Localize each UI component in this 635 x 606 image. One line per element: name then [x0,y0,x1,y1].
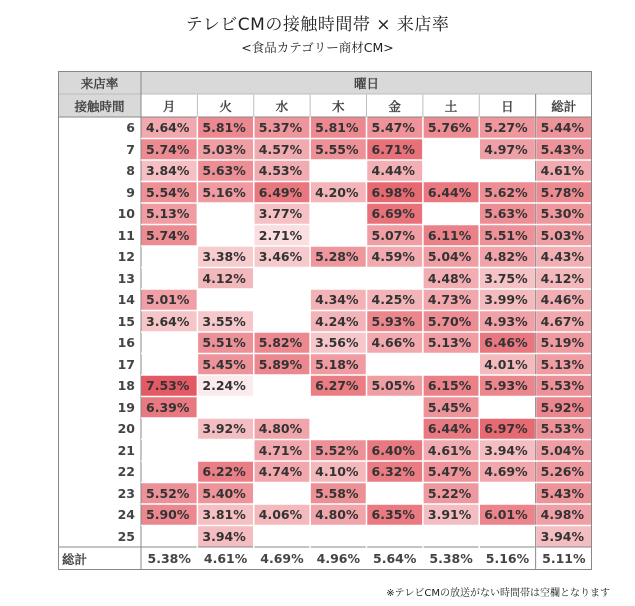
heatmap-cell [479,483,535,505]
heatmap-cell: 5.62% [479,182,535,204]
heatmap-cell [423,526,479,548]
heatmap-cell: 6.97% [479,418,535,440]
heatmap-cell [367,268,423,290]
heatmap-cell: 4.20% [310,182,366,204]
heatmap-cell [367,397,423,419]
heatmap-cell: 5.63% [479,203,535,225]
corner-top-label: 来店率 [58,71,141,94]
heatmap-cell: 6.71% [367,139,423,161]
heatmap-cell: 5.93% [367,311,423,333]
row-label: 10 [117,206,135,222]
heatmap-cell: 3.55% [197,311,253,333]
heatmap-cell: 5.51% [479,225,535,247]
heatmap-cell: 5.37% [254,117,310,139]
heatmap-cell: 5.03% [536,225,592,247]
heatmap-cell: 4.98% [536,504,592,526]
heatmap-cell [423,203,479,225]
heatmap-cell: 4.61% [423,440,479,462]
heatmap-cell [310,160,366,182]
heatmap-cell: 4.34% [310,289,366,311]
heatmap-cell [197,203,253,225]
row-label: 11 [117,227,135,243]
heatmap-cell: 2.24% [197,375,253,397]
heatmap-cell [423,354,479,376]
heatmap-cell: 5.74% [141,139,197,161]
heatmap-cell [141,268,197,290]
heatmap-cell: 6.01% [479,504,535,526]
total-cell: 5.11% [536,547,592,570]
heatmap-cell: 4.57% [254,139,310,161]
heatmap-cell: 4.66% [367,332,423,354]
total-row-label: 総計 [62,551,88,567]
heatmap-cell: 5.54% [141,182,197,204]
heatmap-cell [310,225,366,247]
heatmap-cell: 6.27% [310,375,366,397]
heatmap-cell: 5.26% [536,461,592,483]
column-header: 木 [310,94,366,117]
heatmap-cell: 4.97% [479,139,535,161]
heatmap-cell: 3.38% [197,246,253,268]
heatmap-cell [254,289,310,311]
heatmap-cell [254,483,310,505]
chart-subtitle: <食品カテゴリー商材CM> [241,40,394,55]
heatmap-cell: 4.82% [479,246,535,268]
row-label: 8 [126,163,135,179]
heatmap-cell [197,440,253,462]
heatmap-cell: 5.01% [141,289,197,311]
heatmap-cell: 5.04% [536,440,592,462]
row-label: 6 [126,120,135,136]
heatmap-cell: 5.40% [197,483,253,505]
total-cell: 5.64% [367,547,423,570]
heatmap-cell: 6.39% [141,397,197,419]
heatmap-cell [141,440,197,462]
row-label: 17 [117,356,135,372]
column-header: 総計 [536,94,592,117]
heatmap-cell: 5.04% [423,246,479,268]
heatmap-cell: 3.92% [197,418,253,440]
row-label: 9 [126,184,135,200]
heatmap-cell [254,526,310,548]
heatmap-cell [254,397,310,419]
heatmap-cell: 5.82% [254,332,310,354]
total-cell: 5.16% [479,547,535,570]
column-header: 水 [254,94,310,117]
total-cell: 4.61% [197,547,253,570]
heatmap-cell: 5.13% [423,332,479,354]
heatmap-cell: 3.84% [141,160,197,182]
heatmap-cell [141,461,197,483]
heatmap-cell: 4.12% [536,268,592,290]
heatmap-cell: 4.80% [254,418,310,440]
heatmap-cell: 5.30% [536,203,592,225]
heatmap-cell [141,332,197,354]
heatmap-cell: 6.44% [423,182,479,204]
heatmap-cell: 4.59% [367,246,423,268]
heatmap-cell [479,160,535,182]
heatmap-cell: 4.48% [423,268,479,290]
heatmap-cell [310,418,366,440]
total-cell: 4.69% [254,547,310,570]
heatmap-cell: 6.98% [367,182,423,204]
heatmap-cell [310,397,366,419]
heatmap-cell: 5.43% [536,483,592,505]
heatmap-cell: 3.91% [423,504,479,526]
heatmap-cell: 5.52% [141,483,197,505]
heatmap-cell [197,289,253,311]
column-header: 金 [367,94,423,117]
heatmap-cell: 4.01% [479,354,535,376]
heatmap-cell: 5.55% [310,139,366,161]
row-label: 22 [117,464,135,480]
heatmap-cell: 4.67% [536,311,592,333]
column-group-header: 曜日 [141,71,592,94]
row-label: 7 [126,141,135,157]
heatmap-cell: 5.43% [536,139,592,161]
heatmap-cell: 5.63% [197,160,253,182]
row-label: 16 [117,335,135,351]
heatmap-cell: 5.74% [141,225,197,247]
heatmap-cell: 5.47% [423,461,479,483]
heatmap-cell [141,354,197,376]
row-label: 14 [117,292,135,308]
heatmap-cell: 5.27% [479,117,535,139]
heatmap-cell: 4.61% [536,160,592,182]
heatmap-cell: 5.44% [536,117,592,139]
heatmap-cell [479,526,535,548]
heatmap-cell: 5.13% [536,354,592,376]
heatmap-cell: 5.81% [197,117,253,139]
heatmap-cell: 4.24% [310,311,366,333]
heatmap-cell: 3.94% [479,440,535,462]
heatmap-cell: 4.64% [141,117,197,139]
heatmap-cell: 3.56% [310,332,366,354]
corner-bottom-label: 接触時間 [58,94,141,117]
heatmap-cell: 6.46% [479,332,535,354]
heatmap-cell [254,311,310,333]
heatmap-cell: 6.49% [254,182,310,204]
heatmap-cell: 3.46% [254,246,310,268]
row-label: 24 [117,507,135,523]
heatmap-cell: 5.28% [310,246,366,268]
heatmap-cell: 5.45% [197,354,253,376]
heatmap-cell: 3.81% [197,504,253,526]
heatmap-cell: 5.52% [310,440,366,462]
heatmap-cell: 3.75% [479,268,535,290]
heatmap-cell [310,203,366,225]
heatmap-cell: 3.77% [254,203,310,225]
row-label: 19 [117,399,135,415]
chart-title: テレビCMの接触時間帯 × 来店率 [185,15,450,35]
heatmap-cell [367,526,423,548]
heatmap-cell: 4.43% [536,246,592,268]
heatmap-cell: 5.51% [197,332,253,354]
heatmap-cell [423,139,479,161]
heatmap-cell: 4.06% [254,504,310,526]
heatmap-cell [197,397,253,419]
row-label: 12 [117,249,135,265]
total-cell: 5.38% [141,547,197,570]
heatmap-cell [141,526,197,548]
heatmap-cell: 5.19% [536,332,592,354]
heatmap-cell: 5.45% [423,397,479,419]
total-cell: 4.96% [310,547,366,570]
column-header: 土 [423,94,479,117]
heatmap-cell [367,483,423,505]
heatmap-cell: 6.69% [367,203,423,225]
heatmap-cell: 6.15% [423,375,479,397]
heatmap-cell: 5.70% [423,311,479,333]
heatmap-cell: 3.64% [141,311,197,333]
heatmap-cell: 5.03% [197,139,253,161]
heatmap-cell: 5.81% [310,117,366,139]
heatmap-cell: 4.69% [479,461,535,483]
heatmap-cell [479,397,535,419]
heatmap-cell: 3.99% [479,289,535,311]
row-label: 18 [117,378,135,394]
heatmap-cell [423,160,479,182]
footnote: ※テレビCMの放送がない時間帯は空欄となります [386,588,610,599]
column-header: 火 [197,94,253,117]
total-cell: 5.38% [423,547,479,570]
heatmap-cell: 2.71% [254,225,310,247]
heatmap-cell: 4.12% [197,268,253,290]
heatmap-cell: 5.22% [423,483,479,505]
heatmap-cell: 5.18% [310,354,366,376]
heatmap-cell [310,526,366,548]
heatmap-cell [141,418,197,440]
heatmap-cell: 6.40% [367,440,423,462]
heatmap-cell [254,375,310,397]
heatmap-cell: 4.25% [367,289,423,311]
heatmap-cell: 5.05% [367,375,423,397]
heatmap-cell: 5.76% [423,117,479,139]
heatmap-cell: 6.11% [423,225,479,247]
heatmap-cell: 5.58% [310,483,366,505]
row-label: 20 [117,421,135,437]
heatmap-cell: 6.22% [197,461,253,483]
heatmap-cell: 4.80% [310,504,366,526]
column-header: 月 [141,94,197,117]
row-label: 25 [117,528,135,544]
heatmap-cell [310,268,366,290]
row-label: 13 [117,270,135,286]
heatmap-cell [367,418,423,440]
heatmap-cell [197,225,253,247]
heatmap-cell: 4.93% [479,311,535,333]
heatmap-cell: 5.47% [367,117,423,139]
heatmap-cell [141,246,197,268]
heatmap-cell: 6.44% [423,418,479,440]
heatmap-cell: 4.73% [423,289,479,311]
heatmap-cell: 5.13% [141,203,197,225]
heatmap-cell [367,354,423,376]
row-label: 15 [117,313,135,329]
heatmap-cell: 5.90% [141,504,197,526]
heatmap-cell: 5.92% [536,397,592,419]
heatmap-cell: 3.94% [197,526,253,548]
row-label: 23 [117,485,135,501]
heatmap-cell: 5.93% [479,375,535,397]
heatmap-cell: 6.32% [367,461,423,483]
heatmap-cell: 5.89% [254,354,310,376]
heatmap-cell: 7.53% [141,375,197,397]
heatmap-cell: 4.10% [310,461,366,483]
heatmap-cell: 4.53% [254,160,310,182]
heatmap-cell: 4.46% [536,289,592,311]
heatmap-table [58,71,592,578]
heatmap-cell: 4.74% [254,461,310,483]
column-header: 日 [479,94,535,117]
heatmap-cell: 5.07% [367,225,423,247]
heatmap-cell: 5.78% [536,182,592,204]
heatmap-cell [254,268,310,290]
heatmap-cell: 5.16% [197,182,253,204]
heatmap-cell: 3.94% [536,526,592,548]
heatmap-cell: 5.53% [536,418,592,440]
heatmap-cell: 4.71% [254,440,310,462]
row-label: 21 [117,442,135,458]
heatmap-cell: 5.53% [536,375,592,397]
heatmap-cell: 4.44% [367,160,423,182]
heatmap-cell: 6.35% [367,504,423,526]
